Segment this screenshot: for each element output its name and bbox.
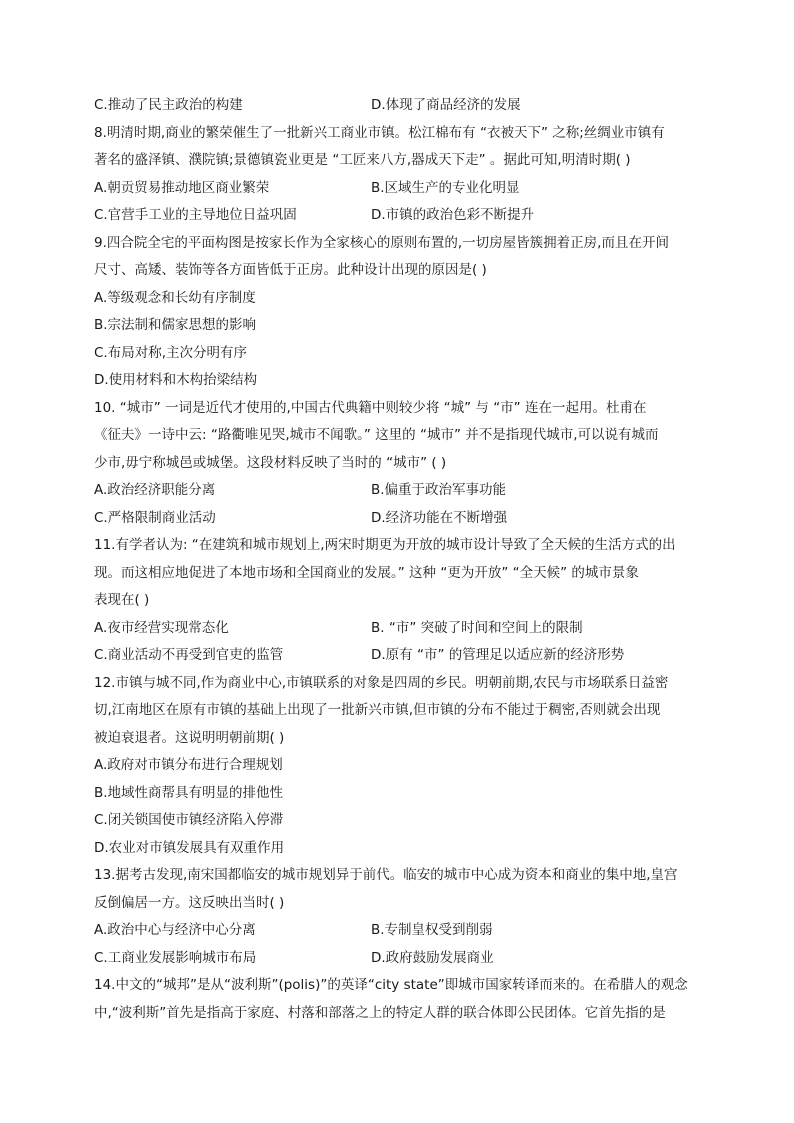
q13-option-d: D.政府鼓励发展商业 — [371, 949, 494, 966]
q14-stem-line-1: 14.中文的“城邦”是从“波利斯”(polis)”的英译“city state”即城市国家转译而来的。在希腊人的观念 — [94, 977, 688, 993]
q7-option-d: D.体现了商品经济的发展 — [371, 97, 521, 113]
q8-options-ab — [94, 175, 700, 203]
q9-option-b: B.宗法制和儒家思想的影响 — [94, 317, 257, 333]
q11-option-d: D.原有 “市” 的管理足以适应新的经济形势 — [371, 647, 625, 663]
q14-stem-line-2: 中,“波利斯”首先是指高于家庭、村落和部落之上的特定人群的联合体即公民团体。它首先指的是 — [94, 1004, 666, 1021]
q12-stem-line-1: 12.市镇与城不同,作为商业中心,市镇联系的对象是四周的乡民。明朝前期,农民与市场联系日益密 — [94, 674, 669, 691]
q12-stem-line-2: 切,江南地区在原有市镇的基础上出现了一批新兴市镇,但市镇的分布不能过于稠密,否则就会出现 — [94, 702, 661, 718]
q13-option-b: B.专制皇权受到削弱 — [371, 922, 493, 938]
q13-stem-line-2: 反倒偏居一方。这反映出当时( ) — [94, 894, 285, 911]
q8-option-b: B.区域生产的专业化明显 — [371, 179, 520, 196]
q8-stem-line-1: 8.明清时期,商业的繁荣催生了一批新兴工商业市镇。松江棉布有 “衣被天下” 之称;丝绸业市镇有 — [94, 124, 665, 141]
q8-stem-line-2: 著名的盛泽镇、濮院镇;景德镇瓷业更是 “工匠来八方,器成天下走” 。据此可知,明清时期( ) — [94, 152, 631, 168]
q9-stem-line-2: 尺寸、高矮、装饰等各方面皆低于正房。此种设计出现的原因是( ) — [94, 262, 487, 278]
q13-options-ab — [94, 917, 700, 945]
q9-option-d: D.使用材料和木构抬梁结构 — [94, 372, 258, 388]
q8-option-d: D.市镇的政治色彩不断提升 — [371, 207, 535, 223]
q11-stem-line-1: 11.有学者认为: “在建筑和城市规划上,两宋时期更为开放的城市设计导致了全天候的生活方式的出 — [94, 537, 676, 553]
q9-stem-line-1: 9.四合院全宅的平面构图是按家长作为全家核心的原则布置的,一切房屋皆簇拥着正房,而且在开间 — [94, 234, 669, 251]
q7-options-cd — [94, 92, 700, 120]
q8-option-a: A.朝贡贸易推动地区商业繁荣 — [94, 179, 270, 196]
q13-option-a: A.政治中心与经济中心分离 — [94, 922, 256, 938]
q11-stem-line-3: 表现在( ) — [94, 592, 150, 608]
q10-options-ab — [94, 477, 700, 505]
q12-option-a: A.政府对市镇分布进行合理规划 — [94, 757, 283, 773]
q8-options-cd — [94, 202, 700, 230]
q9-option-a: A.等级观念和长幼有序制度 — [94, 289, 256, 306]
q10-stem-line-2: 《征夫》一诗中云: “路衢唯见哭,城市不闻歌。” 这里的 “城市” 并不是指现代城市,可以说有城而 — [94, 427, 659, 443]
q12-option-c: C.闭关锁国使市镇经济陷入停滞 — [94, 812, 284, 828]
q10-options-cd — [94, 505, 700, 533]
q11-option-b: B. “市” 突破了时间和空间上的限制 — [371, 619, 583, 636]
q10-stem-line-1: 10. “城市” 一词是近代才使用的,中国古代典籍中则较少将 “城” 与 “市” 连在一起用。杜甫在 — [94, 399, 647, 416]
question-list — [94, 92, 700, 1027]
q11-option-a: A.夜市经营实现常态化 — [94, 619, 229, 636]
q13-option-c: C.工商业发展影响城市布局 — [94, 949, 257, 966]
q12-option-b: B.地域性商帮具有明显的排他性 — [94, 784, 284, 801]
q10-stem-line-3: 少市,毋宁称城邑或城堡。这段材料反映了当时的 “城市” ( ) — [94, 454, 447, 471]
q10-option-c: C.严格限制商业活动 — [94, 509, 216, 526]
q11-options-ab — [94, 615, 700, 643]
q8-option-c: C.官营手工业的主导地位日益巩固 — [94, 207, 297, 223]
q11-stem-line-2: 现。而这相应地促进了本地市场和全国商业的发展。” 这种 “更为开放” “全天候” 的城市景象 — [94, 564, 639, 581]
q12-option-d: D.农业对市镇发展具有双重作用 — [94, 839, 285, 856]
q10-option-b: B.偏重于政治军事功能 — [371, 482, 507, 498]
q9-option-c: C.布局对称,主次分明有序 — [94, 344, 248, 361]
q7-option-c: C.推动了民主政治的构建 — [94, 97, 243, 113]
q11-options-cd — [94, 642, 700, 670]
q11-option-c: C.商业活动不再受到官吏的监管 — [94, 647, 284, 663]
q13-stem-line-1: 13.据考古发现,南宋国都临安的城市规划异于前代。临安的城市中心成为资本和商业的集中地,皇宫 — [94, 867, 678, 883]
q10-option-d: D.经济功能在不断增强 — [371, 509, 508, 526]
q10-option-a: A.政治经济职能分离 — [94, 482, 216, 498]
q12-stem-line-3: 被迫衰退者。这说明明朝前期( ) — [94, 729, 285, 746]
q13-options-cd — [94, 945, 700, 973]
